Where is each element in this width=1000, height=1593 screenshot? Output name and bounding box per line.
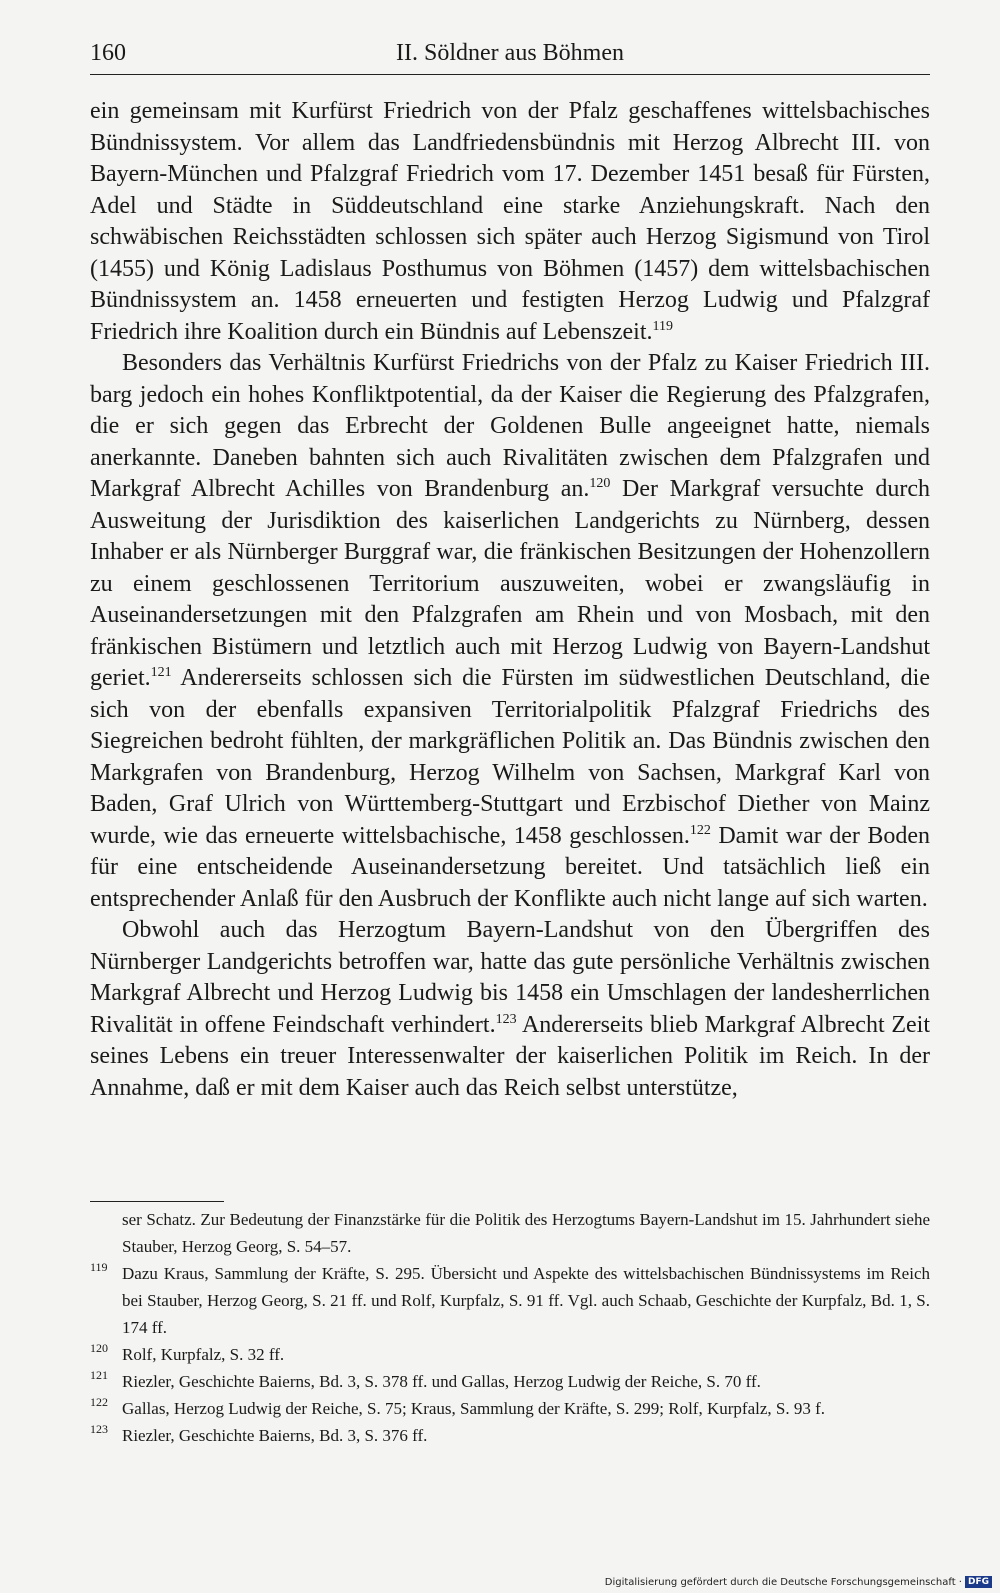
paragraph-1 bbox=[90, 96, 930, 348]
footnote-number: 121 bbox=[90, 1368, 108, 1382]
footnote-number: 123 bbox=[90, 1422, 108, 1436]
credit-text: Digitalisierung gefördert durch die Deutsche Forschungsgemeinschaft · bbox=[604, 1577, 962, 1588]
footnote-ref: 122 bbox=[689, 822, 711, 838]
paragraph-text: Damit war der Boden für eine entscheidende Auseinandersetzung bereitet. Und tatsächlich ließ ein entsprechender Anlaß für den Ausbruch der Konflikte auch nicht lange auf sich warten. bbox=[90, 822, 930, 912]
footnote-continuation bbox=[90, 1206, 930, 1260]
footnotes bbox=[90, 1206, 930, 1449]
footnote-119 bbox=[90, 1260, 930, 1341]
paragraph-text: Obwohl auch das Herzogtum Bayern-Landshut von den Übergriffen des Nürnberger Landgerichts betroffen war, hatte das gute persönliche Verhältnis zwischen Markgraf Albrecht und Herzog Ludwig bis 1458 ein Umschlagen der landesherrlichen Rivalität in offene Feindschaft verhindert. bbox=[90, 917, 930, 1038]
footnote-121 bbox=[90, 1368, 930, 1395]
footnote-122 bbox=[90, 1395, 930, 1422]
footnote-number: 120 bbox=[90, 1341, 108, 1355]
paragraph-3 bbox=[90, 915, 930, 1104]
page-header bbox=[90, 40, 930, 75]
footnote-text: Rolf, Kurpfalz, S. 32 ff. bbox=[122, 1345, 285, 1364]
running-head: II. Söldner aus Böhmen bbox=[396, 40, 624, 66]
paragraph-text: Der Markgraf versuchte durch Ausweitung der Jurisdiktion des kaiserlichen Landgerichts zu Nürnberg, dessen Inhaber er als Nürnberger Burggraf war, die fränkischen Besitzungen der Hohenzollern zu einem geschlossenen Territorium auszuweiten, wobei er zwangsläufig in Auseinandersetzungen mit den Pfalzgrafen am Rhein und von Mosbach, mit den fränkischen Bistümern und letztlich auch mit Herzog Ludwig von Bayern-Landshut geriet. bbox=[90, 476, 931, 691]
paragraph-text: ein gemeinsam mit Kurfürst Friedrich von der Pfalz geschaffenes wittelsbachisches Bündnissystem. Vor allem das Landfriedensbündnis mit Herzog Albrecht III. von Bayern-München und Pfalzgraf Friedrich vom 17. Dezember 1451 besaß für Fürsten, Adel und Städte in Süddeutschland eine starke Anziehungskraft. Nach den schwäbischen Reichsstädten schlossen sich später auch Herzog Sigismund von Tirol (1455) und König Ladislaus Posthumus von Böhmen (1457) dem wittelsbachischen Bündnissystem an. 1458 erneuerten und festigten Herzog Ludwig und Pfalzgraf Friedrich ihre Koalition durch ein Bündnis auf Lebenszeit. bbox=[90, 98, 930, 345]
footnote-text: Riezler, Geschichte Baierns, Bd. 3, S. 376 ff. bbox=[122, 1426, 428, 1445]
dfg-logo-icon: DFG bbox=[965, 1576, 992, 1588]
footnote-number: 122 bbox=[90, 1395, 108, 1409]
footnote-text: Gallas, Herzog Ludwig der Reiche, S. 75; Kraus, Sammlung der Kräfte, S. 299; Rolf, Kurpfalz, S. 93 f. bbox=[122, 1399, 825, 1418]
paragraph-text: Andererseits blieb Markgraf Albrecht Zeit seines Lebens ein treuer Interessenwalter der kaiserlichen Politik im Reich. In der Annahme, daß er mit dem Kaiser auch das Reich selbst unterstütze, bbox=[90, 1011, 930, 1101]
footnote-separator bbox=[90, 1201, 224, 1202]
footnote-ref: 120 bbox=[589, 476, 611, 491]
body-text bbox=[90, 96, 930, 1104]
footnote-123 bbox=[90, 1422, 930, 1449]
footnote-text: Dazu Kraus, Sammlung der Kräfte, S. 295. Übersicht und Aspekte des wittelsbachischen Bündnissystems im Reich bei Stauber, Herzog Georg, S. 21 ff. und Rolf, Kurpfalz, S. 91 ff. Vgl. auch Schaab, Geschichte der Kurpfalz, Bd. 1, S. 174 ff. bbox=[122, 1264, 930, 1337]
footnote-number: 119 bbox=[90, 1260, 108, 1274]
paragraph-text: Besonders das Verhältnis Kurfürst Friedrichs von der Pfalz zu Kaiser Friedrich III. barg jedoch ein hohes Konfliktpotential, da der Kaiser die Regierung des Pfalzgrafen, die er sich gegen das Erbrecht der Goldenen Bulle angeeignet hatte, niemals anerkannte. Daneben bahnten sich auch Rivalitäten zwischen dem Pfalzgrafen und Markgraf Albrecht Achilles von Brandenburg an. bbox=[90, 350, 930, 502]
footnote-ref: 119 bbox=[652, 318, 673, 334]
footnote-text: Riezler, Geschichte Baierns, Bd. 3, S. 378 ff. und Gallas, Herzog Ludwig der Reiche, S. 70 ff. bbox=[122, 1372, 761, 1391]
footnote-ref: 123 bbox=[495, 1011, 517, 1027]
digitization-credit bbox=[605, 1576, 992, 1588]
paragraph-2 bbox=[90, 348, 930, 915]
footnote-ref: 121 bbox=[150, 665, 172, 680]
page-number: 160 bbox=[90, 40, 126, 66]
paragraph-text: Andererseits schlossen sich die Fürsten im südwestlichen Deutschland, die sich von der ebenfalls expansiven Territorialpolitik Pfalzgraf Friedrichs des Siegreichen bedroht fühlten, der markgräflichen Politik an. Das Bündnis zwischen den Markgrafen von Brandenburg, Herzog Wilhelm von Sachsen, Markgraf Karl von Baden, Graf Ulrich von Württemberg-Stuttgart und Erzbischof Diether von Mainz wurde, wie das erneuerte wittelsbachische, 1458 geschlossen. bbox=[90, 665, 930, 849]
footnote-text: ser Schatz. Zur Bedeutung der Finanzstärke für die Politik des Herzogtums Bayern-Landshut im 15. Jahrhundert siehe Stauber, Herzog Georg, S. 54–57. bbox=[122, 1210, 930, 1256]
footnote-120 bbox=[90, 1341, 930, 1368]
